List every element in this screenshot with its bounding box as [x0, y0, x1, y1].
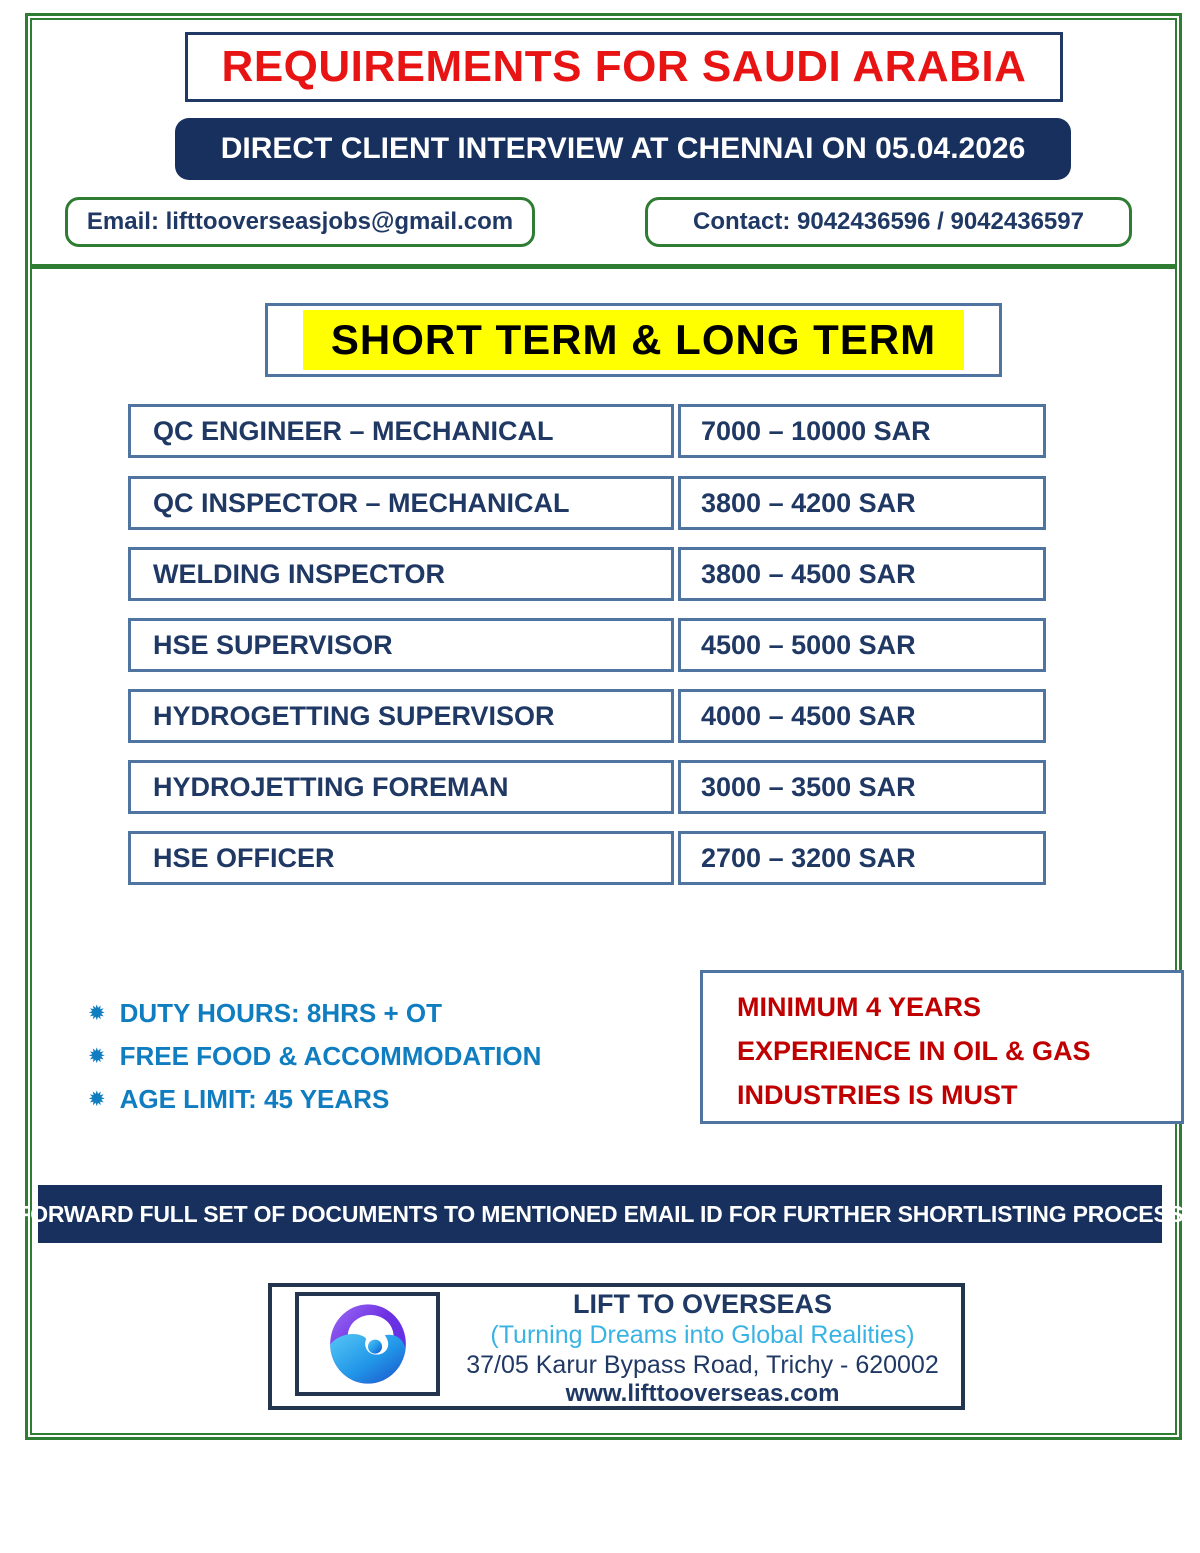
section-heading-box — [265, 303, 1002, 377]
benefit-text: FREE FOOD & ACCOMMODATION — [119, 1040, 542, 1071]
starburst-bullet-icon: ✹ — [88, 1044, 106, 1068]
job-role: QC ENGINEER – MECHANICAL — [153, 415, 554, 446]
benefit-text: DUTY HOURS: 8HRS + OT — [119, 997, 443, 1028]
company-name: LIFT TO OVERSEAS — [572, 1289, 833, 1319]
job-salary: 3000 – 3500 SAR — [701, 771, 916, 802]
job-role-box — [128, 831, 674, 885]
job-role-box — [128, 476, 674, 530]
job-role: HYDROGETTING SUPERVISOR — [153, 700, 555, 731]
job-role: QC INSPECTOR – MECHANICAL — [153, 487, 570, 518]
email-text: Email: lifttooverseasjobs@gmail.com — [86, 208, 514, 235]
contact-text: Contact: 9042436596 / 9042436597 — [693, 208, 1084, 235]
experience-note-line: INDUSTRIES IS MUST — [737, 1080, 1018, 1110]
job-salary-box — [678, 476, 1046, 530]
job-role: HSE OFFICER — [153, 842, 335, 873]
title-box — [185, 32, 1063, 102]
job-salary: 3800 – 4500 SAR — [701, 558, 916, 589]
experience-note-line: MINIMUM 4 YEARS — [737, 992, 982, 1022]
job-salary-box — [678, 689, 1046, 743]
email-box — [65, 197, 535, 247]
benefit-text: AGE LIMIT: 45 YEARS — [119, 1083, 390, 1114]
company-logo-frame — [295, 1292, 440, 1396]
job-role: WELDING INSPECTOR — [153, 558, 446, 589]
job-salary-box — [678, 547, 1046, 601]
company-info — [450, 1289, 955, 1408]
experience-note-box — [700, 970, 1184, 1124]
job-salary: 4000 – 4500 SAR — [701, 700, 916, 731]
benefit-item — [88, 1079, 389, 1119]
job-salary-box — [678, 404, 1046, 458]
job-role: HSE SUPERVISOR — [153, 629, 393, 660]
interview-banner-text: DIRECT CLIENT INTERVIEW AT CHENNAI ON 05.04.2026 — [220, 132, 1026, 165]
green-separator-line — [31, 264, 1176, 269]
job-salary-box — [678, 618, 1046, 672]
job-role: HYDROJETTING FOREMAN — [153, 771, 509, 802]
job-role-box — [128, 760, 674, 814]
benefit-item — [88, 993, 442, 1033]
job-salary-box — [678, 831, 1046, 885]
job-salary: 3800 – 4200 SAR — [701, 487, 916, 518]
starburst-bullet-icon: ✹ — [88, 1087, 106, 1111]
forward-documents-banner — [16, 1185, 1184, 1243]
job-role-box — [128, 618, 674, 672]
company-address: 37/05 Karur Bypass Road, Trichy - 620002 — [466, 1351, 939, 1379]
company-website: www.lifttooverseas.com — [565, 1380, 840, 1407]
job-salary: 7000 – 10000 SAR — [701, 415, 931, 446]
section-heading: SHORT TERM & LONG TERM — [303, 310, 964, 370]
job-role-box — [128, 689, 674, 743]
job-salary: 2700 – 3200 SAR — [701, 842, 916, 873]
benefit-item — [88, 1036, 541, 1076]
job-salary: 4500 – 5000 SAR — [701, 629, 916, 660]
job-salary-box — [678, 760, 1046, 814]
starburst-bullet-icon: ✹ — [88, 1001, 106, 1025]
contact-box — [645, 197, 1132, 247]
job-role-box — [128, 547, 674, 601]
job-role-box — [128, 404, 674, 458]
wave-ring-logo-icon — [309, 1300, 427, 1388]
experience-note-line: EXPERIENCE IN OIL & GAS — [737, 1036, 1091, 1066]
forward-documents-text: FORWARD FULL SET OF DOCUMENTS TO MENTIONED EMAIL ID FOR FURTHER SHORTLISTING PROCESS — [16, 1200, 1184, 1227]
company-tagline: (Turning Dreams into Global Realities) — [490, 1321, 915, 1349]
page-title: REQUIREMENTS FOR SAUDI ARABIA — [221, 42, 1027, 91]
interview-banner — [175, 118, 1071, 180]
